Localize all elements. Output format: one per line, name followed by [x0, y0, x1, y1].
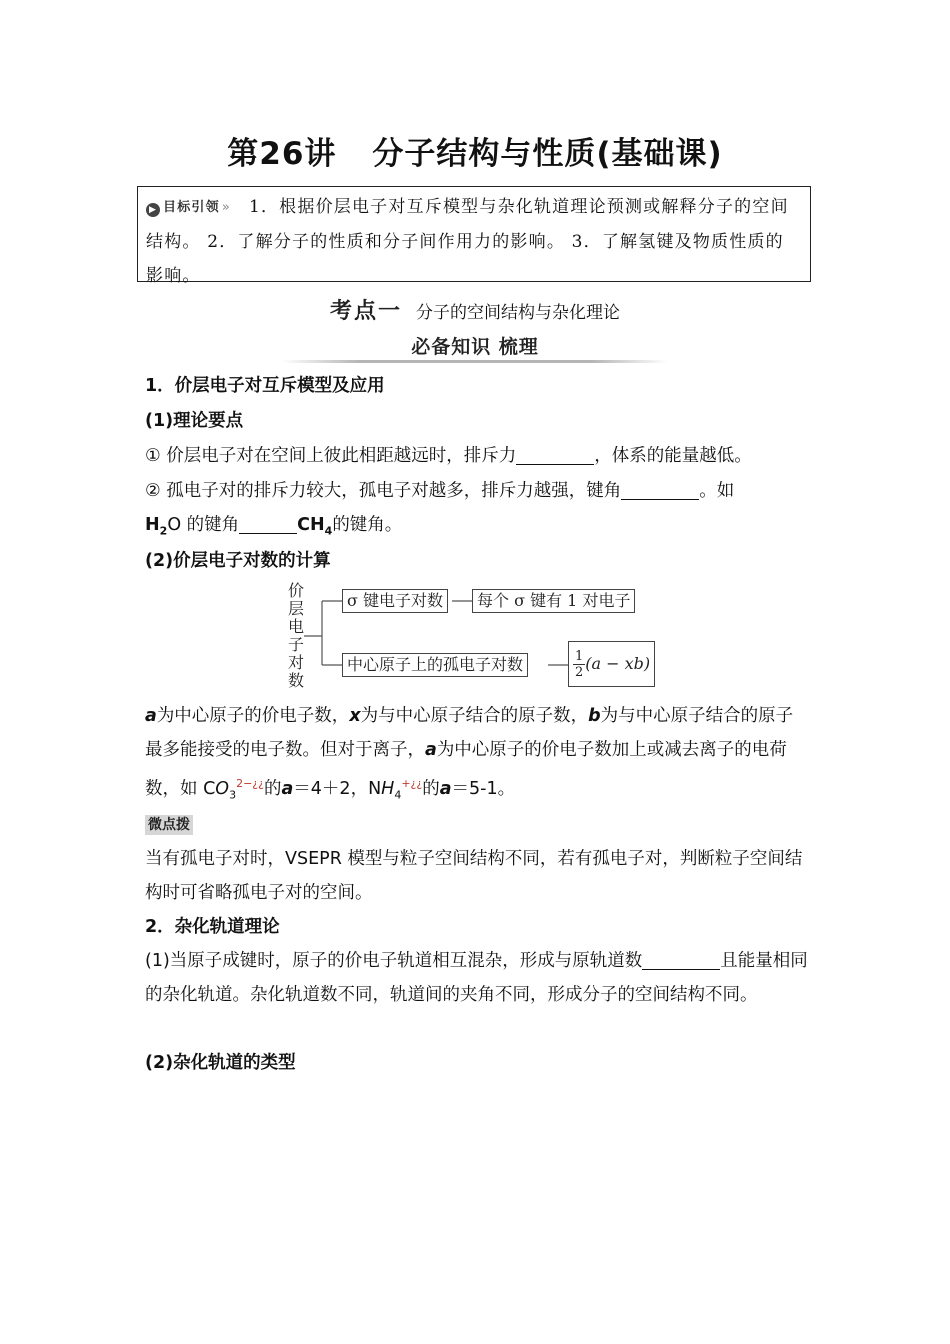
ion-co3: O	[215, 778, 230, 799]
explain-t1: 为中心原子的价电子数，	[156, 706, 350, 726]
var-a: a	[439, 778, 452, 799]
formula-ch-sub: 4	[324, 524, 333, 538]
hybrid-text-a: (1)当原子成键时，原子的价电子轨道相互混杂，形成与原轨道数	[145, 951, 643, 971]
point-1-text-a: ① 价层电子对在空间上彼此相距越远时，排斥力	[145, 446, 517, 466]
explanation-paragraph	[145, 699, 810, 812]
formula-ch: CH	[297, 515, 325, 535]
play-icon: ▶	[146, 203, 160, 217]
point-2-text-d: 的键角。	[332, 515, 403, 535]
explain-t7: 的	[422, 778, 440, 799]
electron-pair-diagram	[280, 580, 680, 700]
ion-co3-charge: 2−¿¿	[236, 777, 264, 790]
var-a: a	[425, 740, 437, 760]
learning-goals-box	[137, 186, 811, 286]
point-1-text-b: ，体系的能量越低。	[594, 446, 752, 466]
lone-pair-box: 中心原子上的孤电子对数	[342, 653, 528, 677]
fraction-denominator: 2	[575, 665, 584, 680]
point-2-text-c: O 的键角	[167, 515, 240, 535]
diagram-vertical-label: 价层电子对数	[287, 581, 304, 690]
ion-nh4: H	[381, 778, 395, 799]
point-2-text-a: ② 孤电子对的排斥力较大，孤电子对越多，排斥力越强，键角	[145, 481, 622, 501]
goal-badge	[146, 191, 231, 225]
sigma-bond-box: σ 键电子对数	[342, 589, 448, 613]
hybrid-paragraph	[145, 944, 810, 1012]
subsection-2-2: (2)杂化轨道的类型	[145, 1053, 296, 1073]
goal-badge-label: 目标引领	[163, 200, 220, 215]
formula-rest: (a − xb)	[585, 654, 651, 673]
fill-blank[interactable]	[642, 949, 720, 970]
fill-blank[interactable]	[239, 513, 297, 534]
explain-t3: 为与中心原子结合的原子最多能接受的电子数。但对于离子，	[145, 706, 794, 760]
ion-nh4-charge: +¿¿	[401, 777, 423, 790]
page-title	[0, 128, 950, 173]
explain-t4: 为中心原子的价电子数加上或减去离子的电荷数，如 C	[145, 740, 787, 799]
tip-text: 当有孤电子对时，VSEPR 模型与粒子空间结构不同，若有孤电子对，判断粒子空间结构时可省略孤电子对的空间。	[145, 849, 803, 903]
fraction	[573, 649, 585, 680]
section-banner: 必备知识 梳理	[411, 336, 539, 358]
var-a: a	[145, 706, 157, 726]
section-1-heading: 1．价层电子对互斥模型及应用	[145, 376, 385, 396]
section-2-heading: 2．杂化轨道理论	[145, 917, 280, 937]
lecture-topic: 分子结构与性质(基础课)	[372, 136, 723, 172]
double-chevron-icon: »	[221, 200, 231, 215]
fill-blank[interactable]	[621, 479, 699, 500]
formula-box	[568, 641, 655, 687]
tip-tag: 微点拨	[145, 815, 193, 835]
explain-t8: ＝5-1。	[451, 778, 516, 799]
subsection-1-2: (2)价层电子对数的计算	[145, 551, 331, 571]
var-a: a	[281, 778, 294, 799]
explain-t2: 为与中心原子结合的原子数，	[360, 706, 589, 726]
fill-blank[interactable]	[516, 444, 594, 465]
explain-t6: ＝4＋2，N	[293, 778, 382, 799]
subsection-1-1: (1)理论要点	[145, 411, 244, 431]
banner-divider	[282, 360, 668, 363]
var-x: x	[349, 706, 361, 726]
point-2	[145, 474, 810, 549]
lecture-number: 第26讲	[227, 136, 337, 172]
kaodian-label: 考点一	[329, 299, 402, 324]
goals-text: 1．根据价层电子对互斥模型与杂化轨道理论预测或解释分子的空间结构。 2．了解分子的性质和分子间作用力的影响。 3．了解氢键及物质性质的影响。	[146, 197, 789, 286]
kaodian-title: 分子的空间结构与杂化理论	[416, 303, 620, 323]
point-2-text-b: 。如	[699, 481, 735, 501]
fraction-numerator: 1	[575, 649, 584, 664]
kaodian-heading	[0, 294, 950, 325]
point-1	[145, 439, 810, 473]
ion-nh4-sub: 4	[394, 788, 402, 802]
formula-h-sub: 2	[159, 524, 168, 538]
ion-co3-sub: 3	[229, 788, 237, 802]
hybrid-text-b: 且能量相同的杂化轨道。杂化轨道数不同，轨道间的夹角不同，形成分子的空间结构不同。	[145, 951, 808, 1005]
formula-h: H	[145, 515, 160, 535]
explain-t5: 的	[263, 778, 282, 799]
var-b: b	[588, 706, 601, 726]
sigma-bond-note-box: 每个 σ 键有 1 对电子	[472, 589, 635, 613]
